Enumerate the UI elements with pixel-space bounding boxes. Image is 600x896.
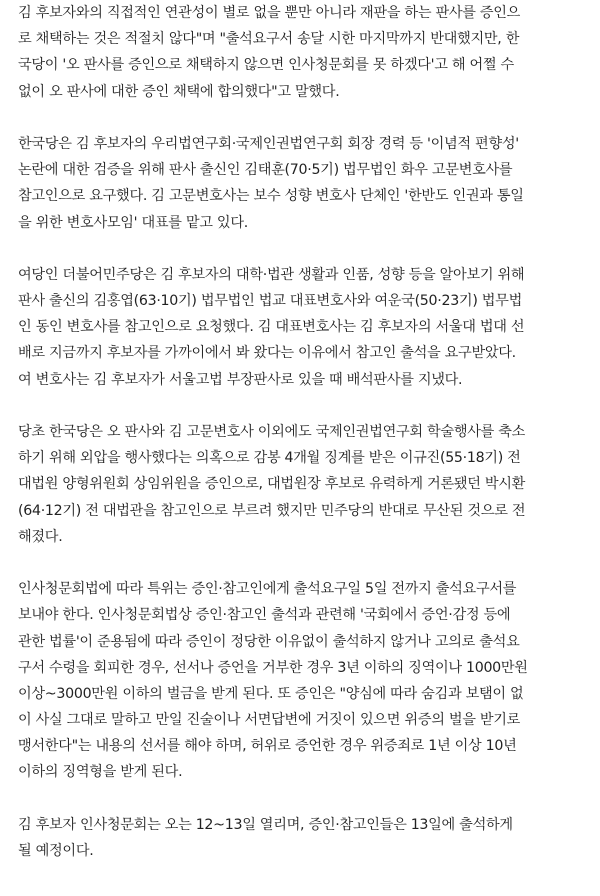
paragraph-line: 하기 위해 외압을 행사했다는 의혹으로 감봉 4개월 징계를 받은 이규진(55·18기) 전	[18, 450, 521, 467]
paragraph-line: 대법원 양형위원회 상임위원을 증인으로, 대법원장 후보로 유력하게 거론됐던 박시환	[18, 476, 526, 493]
paragraph-3	[18, 262, 584, 393]
paragraph-2	[18, 131, 584, 236]
paragraph-line: 배로 지금까지 후보자를 가까이에서 봐 왔다는 이유에서 참고인 출석을 요구받았다.	[18, 345, 516, 362]
paragraph-line: 보내야 한다. 인사청문회법상 증인·참고인 출석과 관련해 '국회에서 증언·감정 등에	[18, 607, 511, 624]
paragraph-line: 논란에 대한 검증을 위해 판사 출신인 김태훈(70·5기) 법무법인 화우 고문변호사를	[18, 162, 513, 179]
paragraph-5	[18, 576, 584, 786]
paragraph-6	[18, 812, 584, 864]
paragraph-line: 을 위한 변호사모임' 대표를 맡고 있다.	[18, 214, 248, 231]
paragraph-line: 국당이 '오 판사를 증인으로 채택하지 않으면 인사청문회를 못 하겠다'고 해 어쩔 수	[18, 57, 514, 74]
paragraph-spacer	[18, 550, 584, 576]
paragraph-line: 이 사실 그대로 말하고 만일 진술이나 서면답변에 거짓이 있으면 위증의 벌을 받기로	[18, 712, 521, 729]
paragraph-line: 당초 한국당은 오 판사와 김 고문변호사 이외에도 국제인권법연구회 학술행사를 축소	[18, 424, 526, 440]
paragraph-line: 김 후보자와의 직접적인 연관성이 별로 없을 뿐만 아니라 재판을 하는 판사를 증인으	[18, 5, 521, 21]
paragraph-line: 김 후보자 인사청문회는 오는 12~13일 열리며, 증인·참고인들은 13일에 출석하게	[18, 816, 513, 833]
paragraph-line: 맹서한다"는 내용의 선서를 해야 하며, 허위로 증언한 경우 위증죄로 1년 이상 10년	[18, 738, 517, 755]
paragraph-line: 될 예정이다.	[18, 843, 94, 859]
paragraph-line: 이상~3000만원 이하의 벌금을 받게 된다. 또 증인은 "양심에 따라 숨김과 보탬이 없	[18, 685, 524, 702]
paragraph-line: 구서 수령을 회피한 경우, 선서나 증언을 거부한 경우 3년 이하의 징역이나 1000만원	[18, 659, 528, 676]
paragraph-line: 인 동인 변호사를 참고인으로 요청했다. 김 대표변호사는 김 후보자의 서울대 법대 선	[18, 319, 525, 336]
paragraph-line: 여 변호사는 김 후보자가 서울고법 부장판사로 있을 때 배석판사를 지냈다.	[18, 371, 463, 388]
paragraph-line: 해졌다.	[18, 528, 63, 545]
paragraph-line: (64·12기) 전 대법관을 참고인으로 부르려 했지만 민주당의 반대로 무산된 것으로 전	[18, 502, 526, 519]
paragraph-line: 인사청문회법에 따라 특위는 증인·참고인에게 출석요구일 5일 전까지 출석요구서를	[18, 581, 517, 598]
paragraph-spacer	[18, 105, 584, 131]
paragraph-line: 참고인으로 요구했다. 김 고문변호사는 보수 성향 변호사 단체인 '한반도 인권과 통일	[18, 188, 524, 205]
paragraph-line: 관한 법률'이 준용됨에 따라 증인이 정당한 이유없이 출석하지 않거나 고의로 출석요	[18, 633, 520, 650]
paragraph-spacer	[18, 236, 584, 262]
paragraph-spacer	[18, 786, 584, 812]
article-body	[18, 0, 584, 864]
paragraph-line: 이하의 징역형을 받게 된다.	[18, 764, 183, 781]
paragraph-line: 한국당은 김 후보자의 우리법연구회·국제인권법연구회 회장 경력 등 '이념적 편향성'	[18, 135, 519, 152]
paragraph-line: 판사 출신의 김홍엽(63·10기) 법무법인 법교 대표변호사와 여운국(50·23기) 법무법	[18, 293, 522, 310]
paragraph-line: 없이 오 판사에 대한 증인 채택에 합의했다"고 말했다.	[18, 83, 340, 100]
paragraph-4	[18, 419, 584, 550]
paragraph-spacer	[18, 393, 584, 419]
paragraph-1	[18, 0, 584, 105]
paragraph-line: 로 채택하는 것은 적절치 않다"며 "출석요구서 송달 시한 마지막까지 반대했지만, 한	[18, 31, 520, 48]
paragraph-line: 여당인 더불어민주당은 김 후보자의 대학·법관 생활과 인품, 성향 등을 알아보기 위해	[18, 266, 525, 283]
